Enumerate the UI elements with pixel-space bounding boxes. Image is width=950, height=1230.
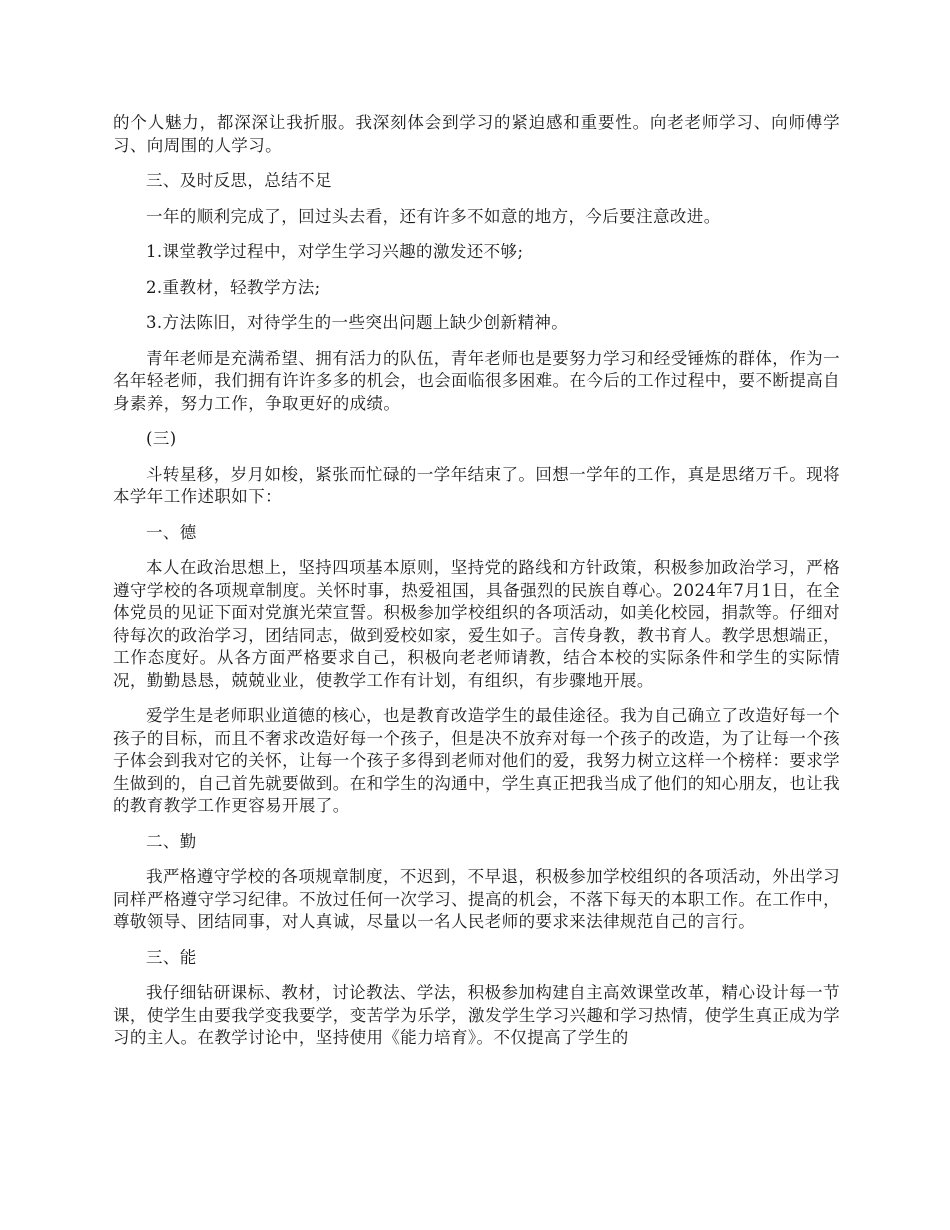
section-heading-reflection: 三、及时反思，总结不足 (146, 171, 332, 190)
paragraph: 斗转星移，岁月如梭，紧张而忙碌的一学年结束了。回想一学年的工作，真是思绪万千。现将本学年工作述职如下： (113, 464, 840, 506)
paragraph: 我严格遵守学校的各项规章制度，不迟到，不早退，积极参加学校组织的各项活动，外出学习同样严格遵守学习纪律。不放过任何一次学习、提高的机会，不落下每天的本职工作。在工作中，尊敬领导、团结同事，对人真诚，尽量以一名人民老师的要求来法律规范自己的言行。 (113, 867, 840, 931)
list-item: 3.方法陈旧，对待学生的一些突出问题上缺少创新精神。 (146, 313, 569, 332)
list-item: 1.课堂教学过程中，对学生学习兴趣的激发还不够; (146, 242, 524, 261)
document-body (113, 112, 840, 1063)
paragraph: 本人在政治思想上，坚持四项基本原则，坚持党的路线和方针政策，积极参加政治学习，严格遵守学校的各项规章制度。关怀时事，热爱祖国，具备强烈的民族自尊心。2024年7月1日，在全体党员的见证下面对党旗光荣宣誓。积极参加学校组织的各项活动，如美化校园，捐款等。仔细对待每次的政治学习，团结同志，做到爱校如家，爱生如子。言传身教，教书育人。教学思想端正，工作态度好。从各方面严格要求自己，积极向老老师请教，结合本校的实际条件和学生的实际情况，勤勤恳恳，兢兢业业，使教学工作有计划，有组织，有步骤地开展。 (113, 558, 840, 690)
section-heading-virtue: 一、德 (146, 522, 197, 542)
paragraph: 我仔细钻研课标、教材，讨论教法、学法，积极参加构建自主高效课堂改革，精心设计每一节课，使学生由要我学变我要学，变苦学为乐学，激发学生学习兴趣和学习热情，使学生真正成为学习的主人。在教学讨论中，坚持使用《能力培育》。不仅提高了学生的 (113, 983, 840, 1047)
paragraph: 一年的顺利完成了，回过头去看，还有许多不如意的地方，今后要注意改进。 (146, 206, 721, 226)
section-number: (三) (146, 429, 177, 448)
paragraph-continuation: 的个人魅力，都深深让我折服。我深刻体会到学习的紧迫感和重要性。向老老师学习、向师傅学习、向周围的人学习。 (113, 113, 840, 155)
section-heading-ability: 三、能 (146, 947, 197, 967)
paragraph: 青年老师是充满希望、拥有活力的队伍，青年老师也是要努力学习和经受锤炼的群体，作为一名年轻老师，我们拥有许许多多的机会，也会面临很多困难。在今后的工作过程中，要不断提高自身素养，努力工作，争取更好的成绩。 (113, 348, 840, 413)
list-item: 2.重教材，轻教学方法; (146, 277, 321, 297)
paragraph: 爱学生是老师职业道德的核心，也是教育改造学生的最佳途径。我为自己确立了改造好每一个孩子的目标，而且不奢求改造好每一个孩子，但是决不放弃对每一个孩子的改造，为了让每一个孩子体会到我对它的关怀，让每一个孩子多得到老师对他们的爱，我努力树立这样一个榜样：要求学生做到的，自己首先就要做到。在和学生的沟通中，学生真正把我当成了他们的知心朋友，也让我的教育教学工作更容易开展了。 (113, 706, 840, 815)
section-heading-diligence: 二、勤 (146, 831, 197, 851)
